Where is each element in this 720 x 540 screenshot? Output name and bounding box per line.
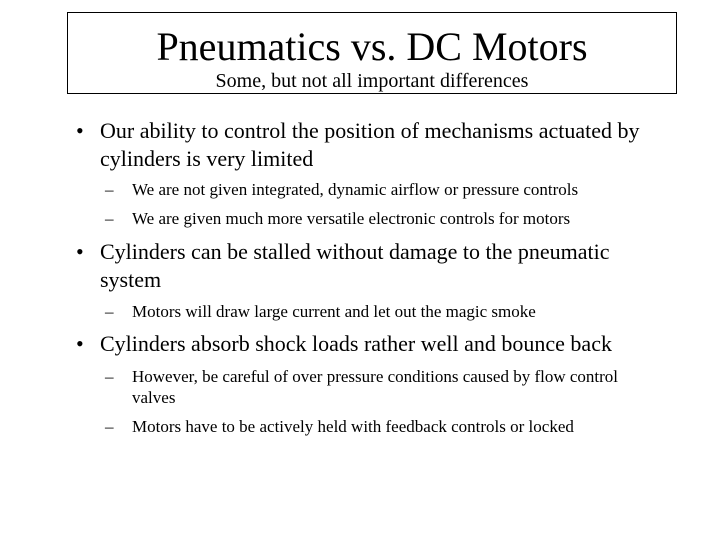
dash-icon: – — [105, 417, 114, 436]
bullet-point-2: Cylinders can be stalled without damage to the pneumatic system — [100, 239, 610, 292]
bullet-point-1: Our ability to control the position of mechanisms actuated by cylinders is very limited — [100, 118, 640, 171]
slide-title: Pneumatics vs. DC Motors — [156, 24, 588, 69]
slide-subtitle: Some, but not all important differences — [215, 70, 529, 92]
bullet-icon: • — [76, 118, 84, 143]
subpoint-3-1: However, be careful of over pressure conditions caused by flow control valves — [132, 367, 619, 407]
dash-icon: – — [105, 209, 114, 228]
bullet-icon: • — [76, 239, 84, 264]
subpoint-1-2: We are given much more versatile electronic controls for motors — [132, 209, 571, 228]
subpoint-1-1: We are not given integrated, dynamic airflow or pressure controls — [132, 180, 579, 199]
dash-icon: – — [105, 180, 114, 199]
bullet-point-3: Cylinders absorb shock loads rather well and bounce back — [100, 331, 612, 356]
dash-icon: – — [105, 302, 114, 321]
bullet-icon: • — [76, 331, 84, 356]
subpoint-2-1: Motors will draw large current and let out the magic smoke — [132, 302, 536, 321]
dash-icon: – — [105, 367, 114, 386]
subpoint-3-2: Motors have to be actively held with feedback controls or locked — [132, 417, 574, 436]
